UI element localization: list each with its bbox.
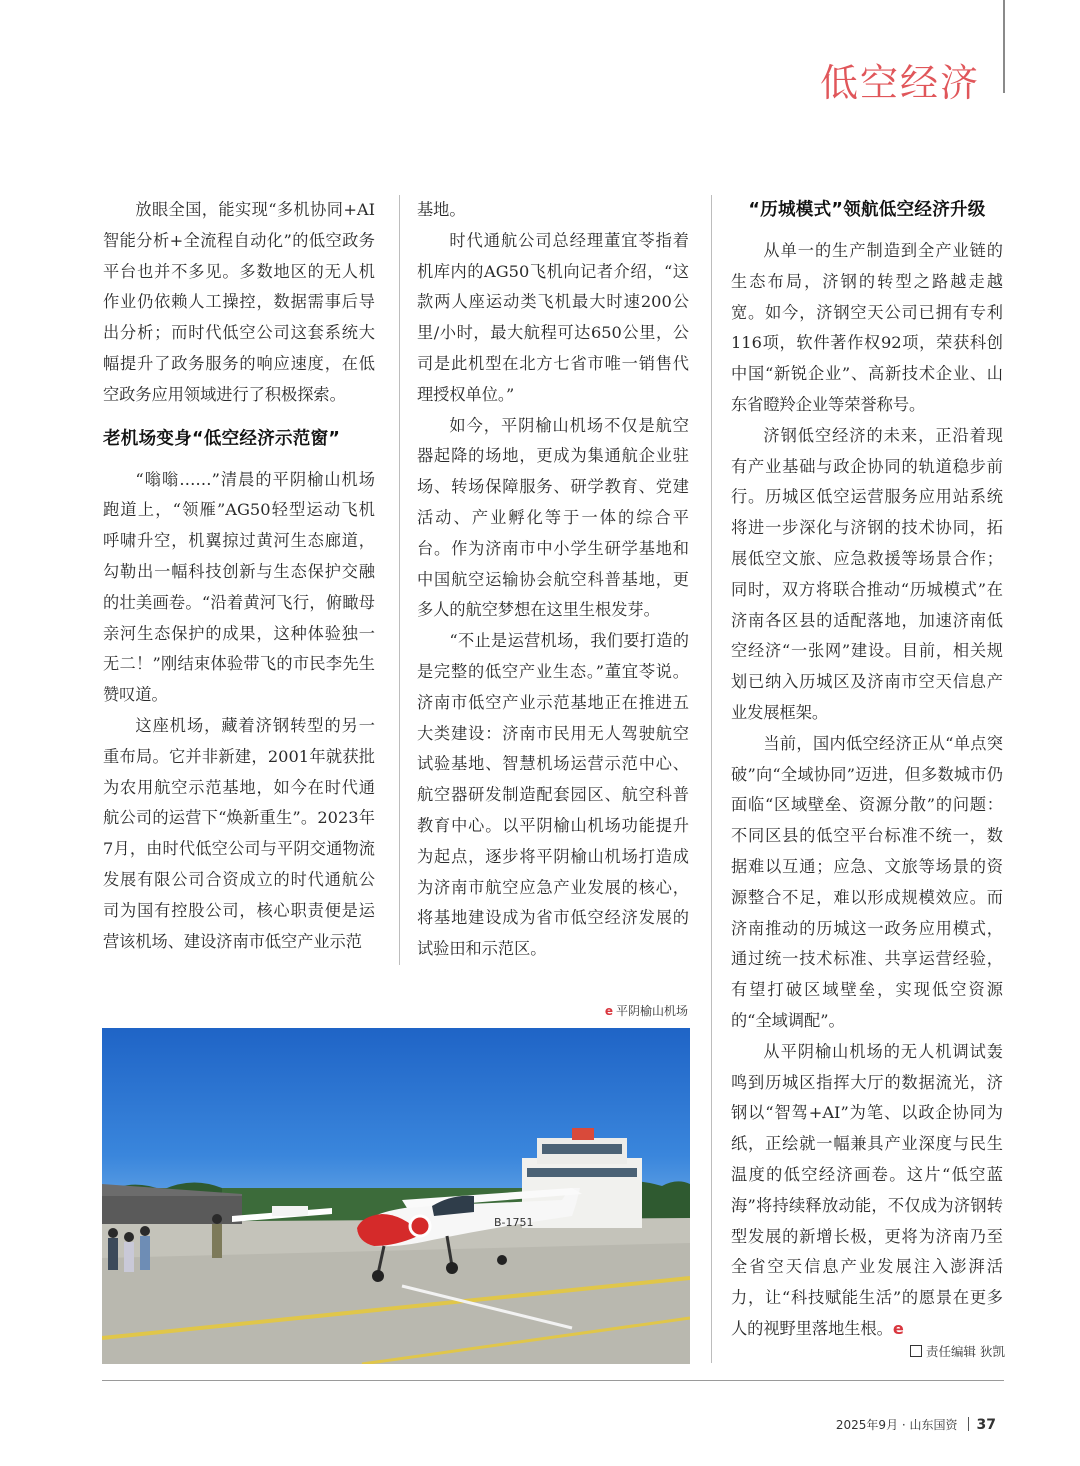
airport-illustration — [102, 1028, 690, 1364]
editor-box-icon — [910, 1345, 922, 1357]
footer-divider — [102, 1380, 1004, 1381]
editor-label: 责任编辑 — [925, 1344, 976, 1359]
subheading: “历城模式”领航低空经济升级 — [748, 200, 986, 220]
section-title-divider — [1003, 0, 1005, 93]
paragraph: “嗡嗡……”清晨的平阴榆山机场跑道上，“领雁”AG50轻型运动飞机呼啸升空，机翼掠过黄河生态廊道，勾勒出一幅科技创新与生态保护交融的壮美画卷。“沿着黄河飞行，俯瞰母亲河生态保护的成果，这种体验独一无二！”刚结束体验带飞的市民李先生赞叹道。 — [103, 469, 375, 705]
paragraph: 这座机场，藏着济钢转型的另一重布局。它并非新建，2001年就获批为农用航空示范基地，如今在时代通航公司的运营下“焕新重生”。2023年7月，由时代低空公司与平阴交通物流发展有限公司合资成立的时代通航公司为国有控股公司，核心职责便是运营该机场、建设济南市低空产业示范 — [103, 715, 375, 951]
section-title: 低空经济 — [819, 61, 980, 105]
page-number: 37 — [976, 1417, 996, 1433]
article-column-3 — [731, 195, 1003, 1345]
article-column-1 — [103, 195, 375, 957]
paragraph: 如今，平阴榆山机场不仅是航空器起降的场地，更成为集通航企业驻场、转场保障服务、研学教育、党建活动、产业孵化等于一体的综合平台。作为济南市中小学生研学基地和中国航空运输协会航空科普基地，更多人的航空梦想在这里生根发芽。 — [417, 415, 689, 620]
column-divider — [711, 195, 712, 1363]
airport-photo — [102, 1028, 690, 1364]
column-divider — [399, 195, 400, 965]
subheading: 老机场变身“低空经济示范窗” — [103, 428, 341, 449]
paragraph: 放眼全国，能实现“多机协同+AI智能分析+全流程自动化”的低空政务平台也并不多见。多数地区的无人机作业仍依赖人工操控，数据需事后导出分析；而时代低空公司这套系统大幅提升了政务服务的响应速度，在低空政务应用领域进行了积极探索。 — [103, 200, 375, 404]
footer-separator — [968, 1417, 969, 1431]
paragraph — [731, 1037, 1003, 1345]
plane-registration: B-1751 — [494, 1216, 534, 1229]
paragraph: “不止是运营机场，我们要打造的是完整的低空产业生态。”董宜苓说。济南市低空产业示范基地正在推进五大类建设：济南市民用无人驾驶航空试验基地、智慧机场运营示范中心、航空器研发制造配套园区、航空科普教育中心。以平阴榆山机场功能提升为起点，逐步将平阴榆山机场打造成为济南市航空应急产业发展的核心，将基地建设成为省市低空经济发展的试验田和示范区。 — [417, 631, 689, 959]
caption-text: 平阴榆山机场 — [615, 1004, 688, 1018]
caption-logo-icon: e — [604, 1004, 613, 1018]
paragraph: 从单一的生产制造到全产业链的生态布局，济钢的转型之路越走越宽。如今，济钢空天公司已拥有专利116项，软件著作权92项，荣获科创中国“新锐企业”、高新技术企业、山东省瞪羚企业等荣誉称号。 — [731, 241, 1003, 414]
paragraph: 基地。 — [417, 200, 466, 219]
paragraph: 当前，国内低空经济正从“单点突破”向“全域协同”迈进，但多数城市仍面临“区域壁垒、资源分散”的问题：不同区县的低空平台标准不统一，数据难以互通；应急、文旅等场景的资源整合不足，难以形成规模效应。而济南推动的历城这一政务应用模式，通过统一技术标准、共享运营经验，有望打破区域壁垒，实现低空资源的“全域调配”。 — [731, 733, 1003, 1030]
paragraph: 济钢低空经济的未来，正沿着现有产业基础与政企协同的轨道稳步前行。历城区低空运营服务应用站系统将进一步深化与济钢的技术协同，拓展低空文旅、应急救援等场景合作；同时，双方将联合推动“历城模式”在济南各区县的适配落地，加速济南低空经济“一张网”建设。目前，相关规划已纳入历城区及济南市空天信息产业发展框架。 — [731, 425, 1003, 722]
issue-info: 2025年9月 · 山东国资 — [835, 1418, 958, 1432]
photo-caption — [560, 1002, 688, 1019]
end-mark-icon: e — [892, 1318, 904, 1338]
editor-credit — [893, 1342, 1005, 1360]
paragraph-text: 从平阴榆山机场的无人机调试轰鸣到历城区指挥大厅的数据流光，济钢以“智驾+AI”为笔、以政企协同为纸，正绘就一幅兼具产业深度与民生温度的低空经济画卷。这片“低空蓝海”将持续释放动能，不仅成为济钢转型发展的新增长极，更将为济南乃至全省空天信息产业发展注入澎湃活力，让“科技赋能生活”的愿景在更多人的视野里落地生根。 — [731, 1041, 1003, 1338]
page-footer — [836, 1416, 996, 1433]
paragraph: 时代通航公司总经理董宜苓指着机库内的AG50飞机向记者介绍，“这款两人座运动类飞机最大时速200公里/小时，最大航程可达650公里，公司是此机型在北方七省市唯一销售代理授权单位。” — [417, 230, 689, 404]
article-column-2 — [417, 195, 689, 965]
editor-name: 狄凯 — [979, 1344, 1005, 1359]
